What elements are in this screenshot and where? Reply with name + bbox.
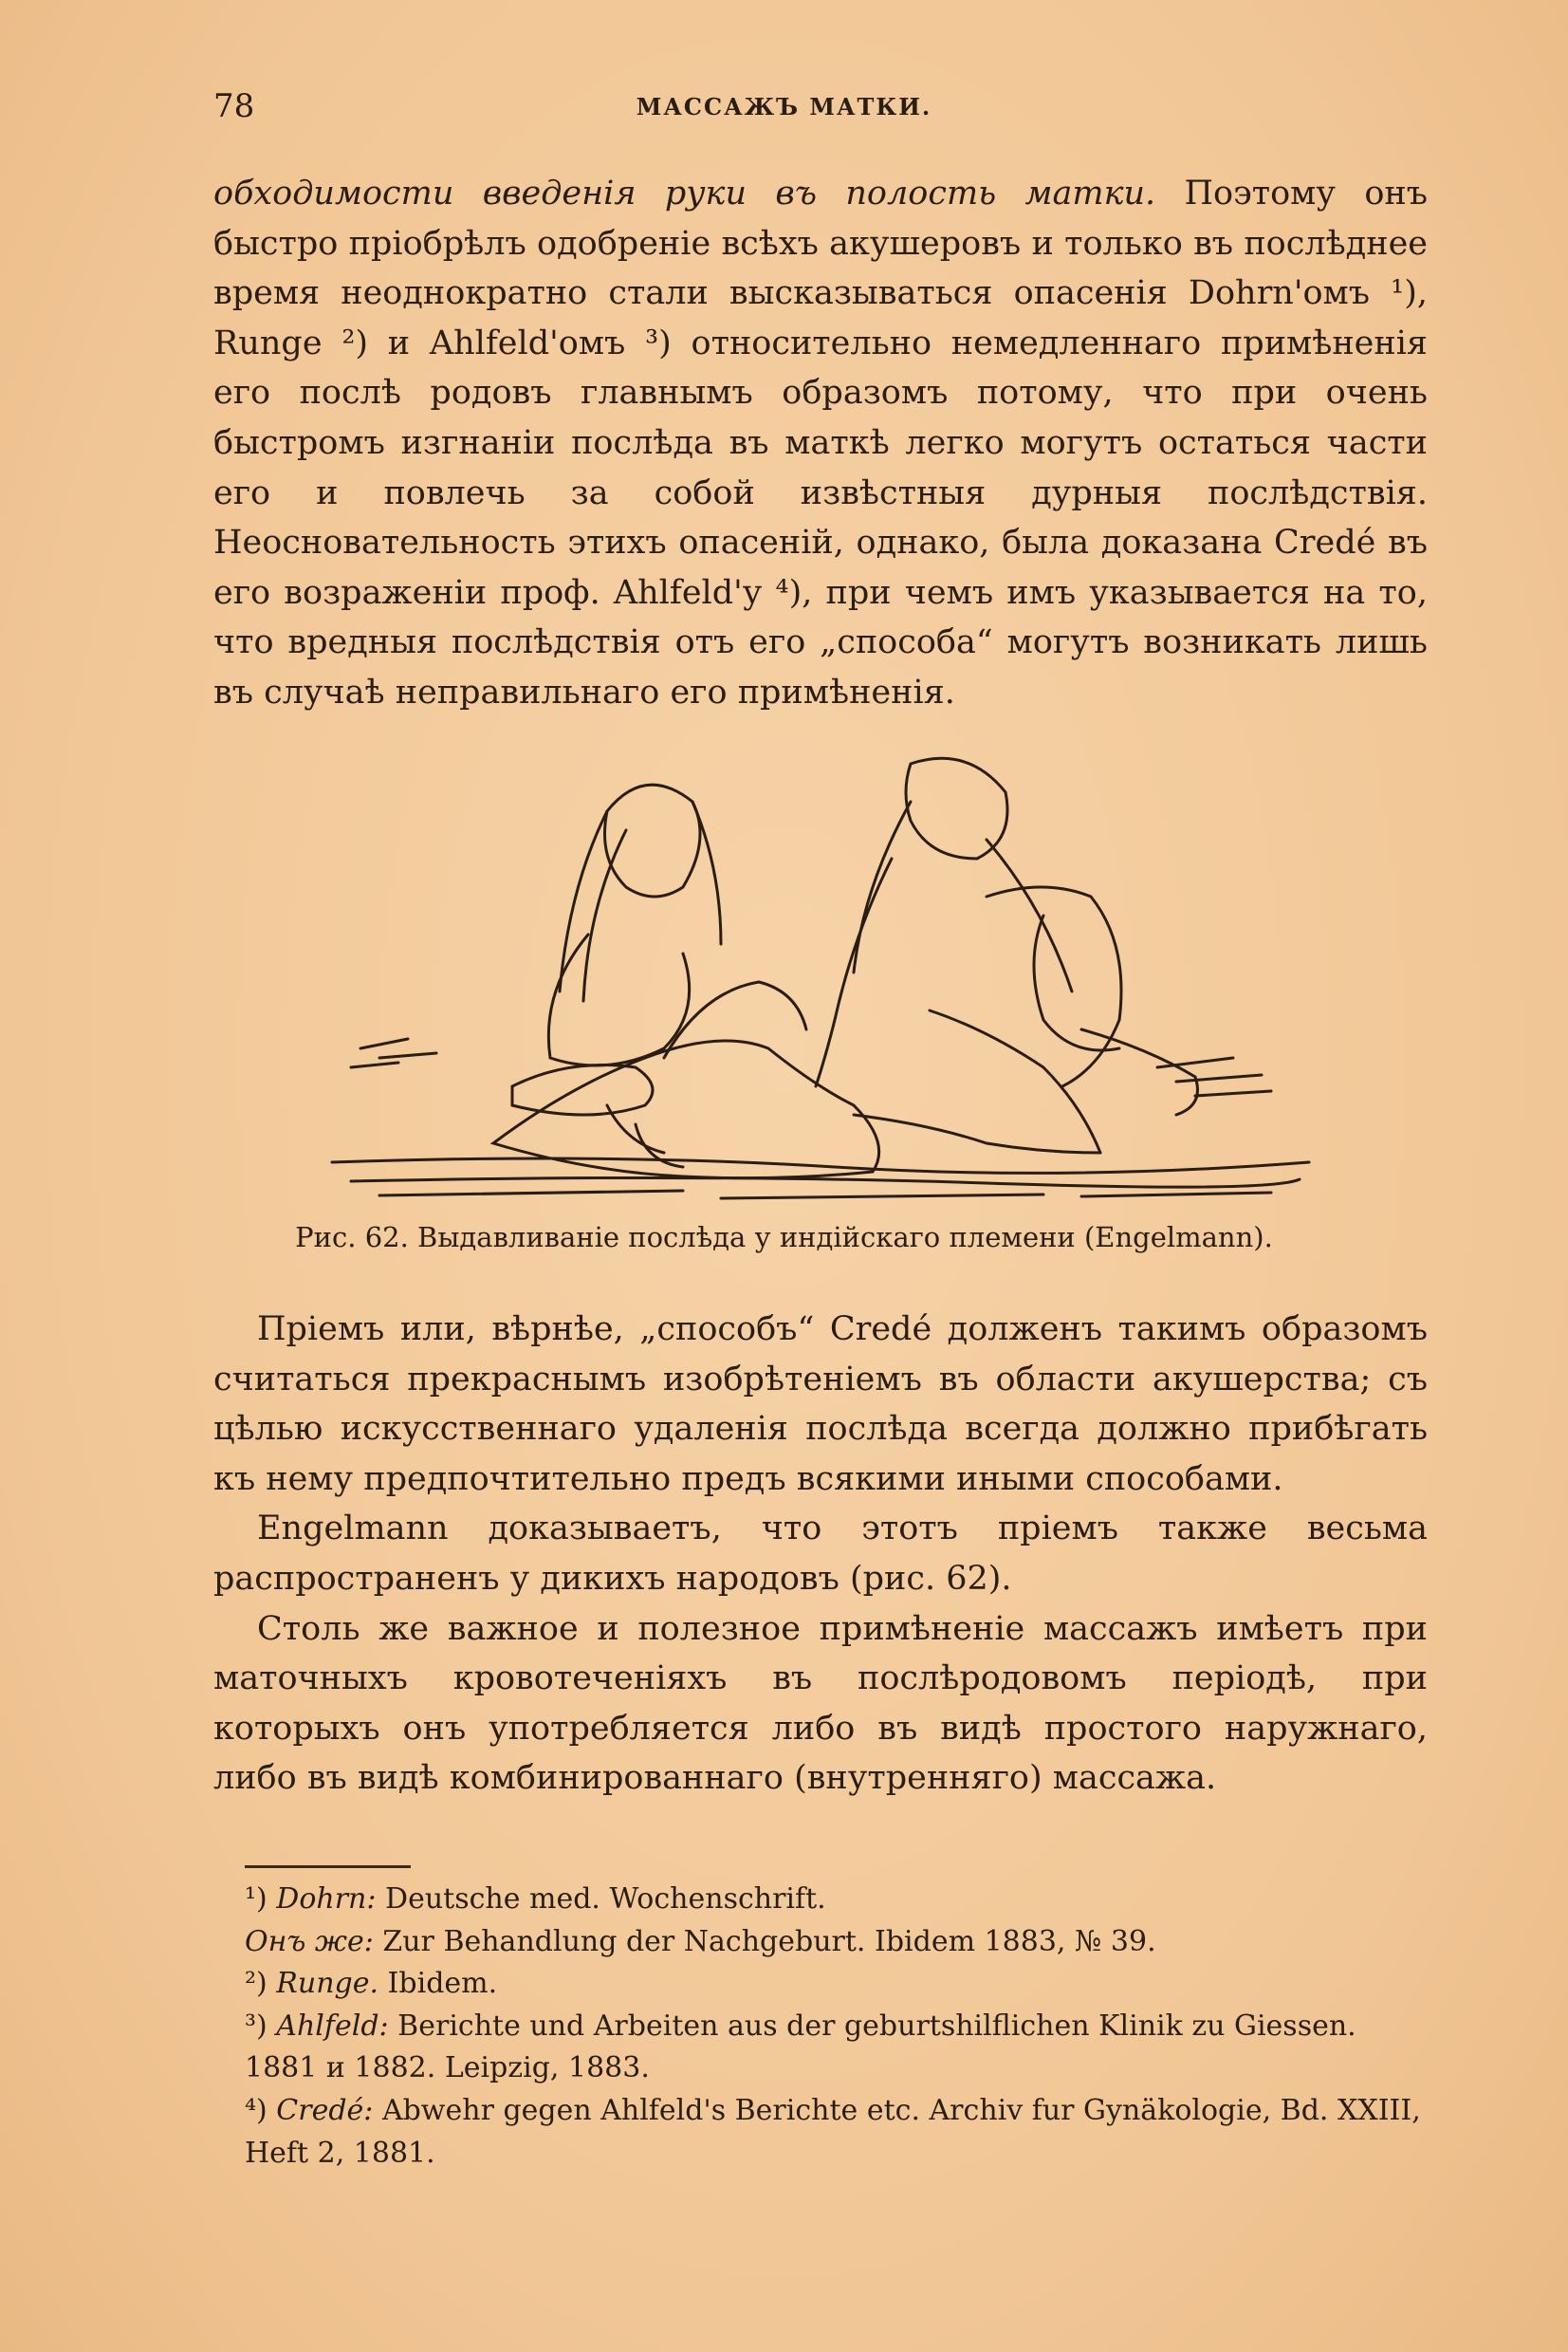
paragraph-1 [213, 169, 1428, 718]
footnotes [245, 1879, 1423, 2175]
ground-line [332, 1158, 1309, 1173]
figure-caption: Рис. 62. Выдавливаніе послѣда у индійскаго племени (Engelmann). [295, 1221, 1273, 1253]
left-figure-head [605, 785, 701, 897]
paragraph-4: Столь же важное и полезное примѣненіе массажъ имѣетъ при маточныхъ кровотеченіяхъ въ послѣродовомъ періодѣ, при которыхъ онъ употребляется либо въ видѣ простого наружнаго, либо въ видѣ комбинированнаго (внутренняго) массажа. [213, 1609, 1428, 1798]
paragraph-3: Engelmann доказываетъ, что этотъ пріемъ также весьма распространенъ у дикихъ народовъ (рис. 62). [213, 1509, 1428, 1598]
page-header [0, 87, 1568, 125]
footnote-1b: Онъ же: Zur Behandlung der Nachgeburt. Ibidem 1883, № 39. [245, 1924, 1156, 1958]
reclining-figure [493, 1041, 879, 1178]
right-figure-head [906, 758, 1007, 859]
paragraph-2: Пріемъ или, вѣрнѣе, „способъ“ Credé долженъ такимъ образомъ считаться прекраснымъ изобрѣтеніемъ въ области акушерства; съ цѣлью искусственнаго удаленія послѣда всегда должно прибѣгать къ нему предпочтительно предъ всякими иными способами. [213, 1310, 1428, 1498]
paragraph-1-text: Поэтому онъ быстро пріобрѣлъ одобреніе всѣхъ акушеровъ и только въ послѣднее время неоднократно стали высказываться опасенія Dohrn'омъ ¹), Runge ²) и Ahlfeld'омъ ³) относительно немедленнаго примѣненія его послѣ родовъ главнымъ образомъ потому, что при очень быстромъ изгнаніи послѣда въ маткѣ легко могутъ остаться части его и повлечь за собой извѣстныя дурныя послѣдствія. Неосновательность этихъ опасеній, однако, была доказана Credé въ его возраженіи проф. Ahlfeld'у ⁴), при чемъ имъ указывается на то, что вредныя послѣдствія отъ его „способа“ могутъ возникать лишь въ случаѣ неправильнаго его примѣненія. [213, 175, 1428, 712]
footnote-rule [245, 1865, 411, 1868]
footnote-2: ²) Runge. Ibidem. [245, 1967, 498, 2001]
italic-lead: обходимости введенія руки въ полость матки. [213, 175, 1156, 213]
footnote-3: ³) Ahlfeld: Berichte und Arbeiten aus der geburtshilflichen Klinik zu Giessen. 1881 и 1882. Leipzig, 1883. [245, 2009, 1356, 2085]
paragraphs-after-figure [213, 1305, 1428, 1804]
footnote-4: ⁴) Credé: Abwehr gegen Ahlfeld's Berichte etc. Archiv fur Gynäkologie, Bd. XXIII, Heft 2, 1881. [245, 2093, 1421, 2170]
running-head: МАССАЖЪ МАТКИ. [636, 93, 932, 120]
figure-62-illustration [323, 745, 1328, 1210]
footnote-1: ¹) Dohrn: Deutsche med. Wochenschrift. [245, 1882, 826, 1916]
page-number: 78 [213, 87, 255, 125]
